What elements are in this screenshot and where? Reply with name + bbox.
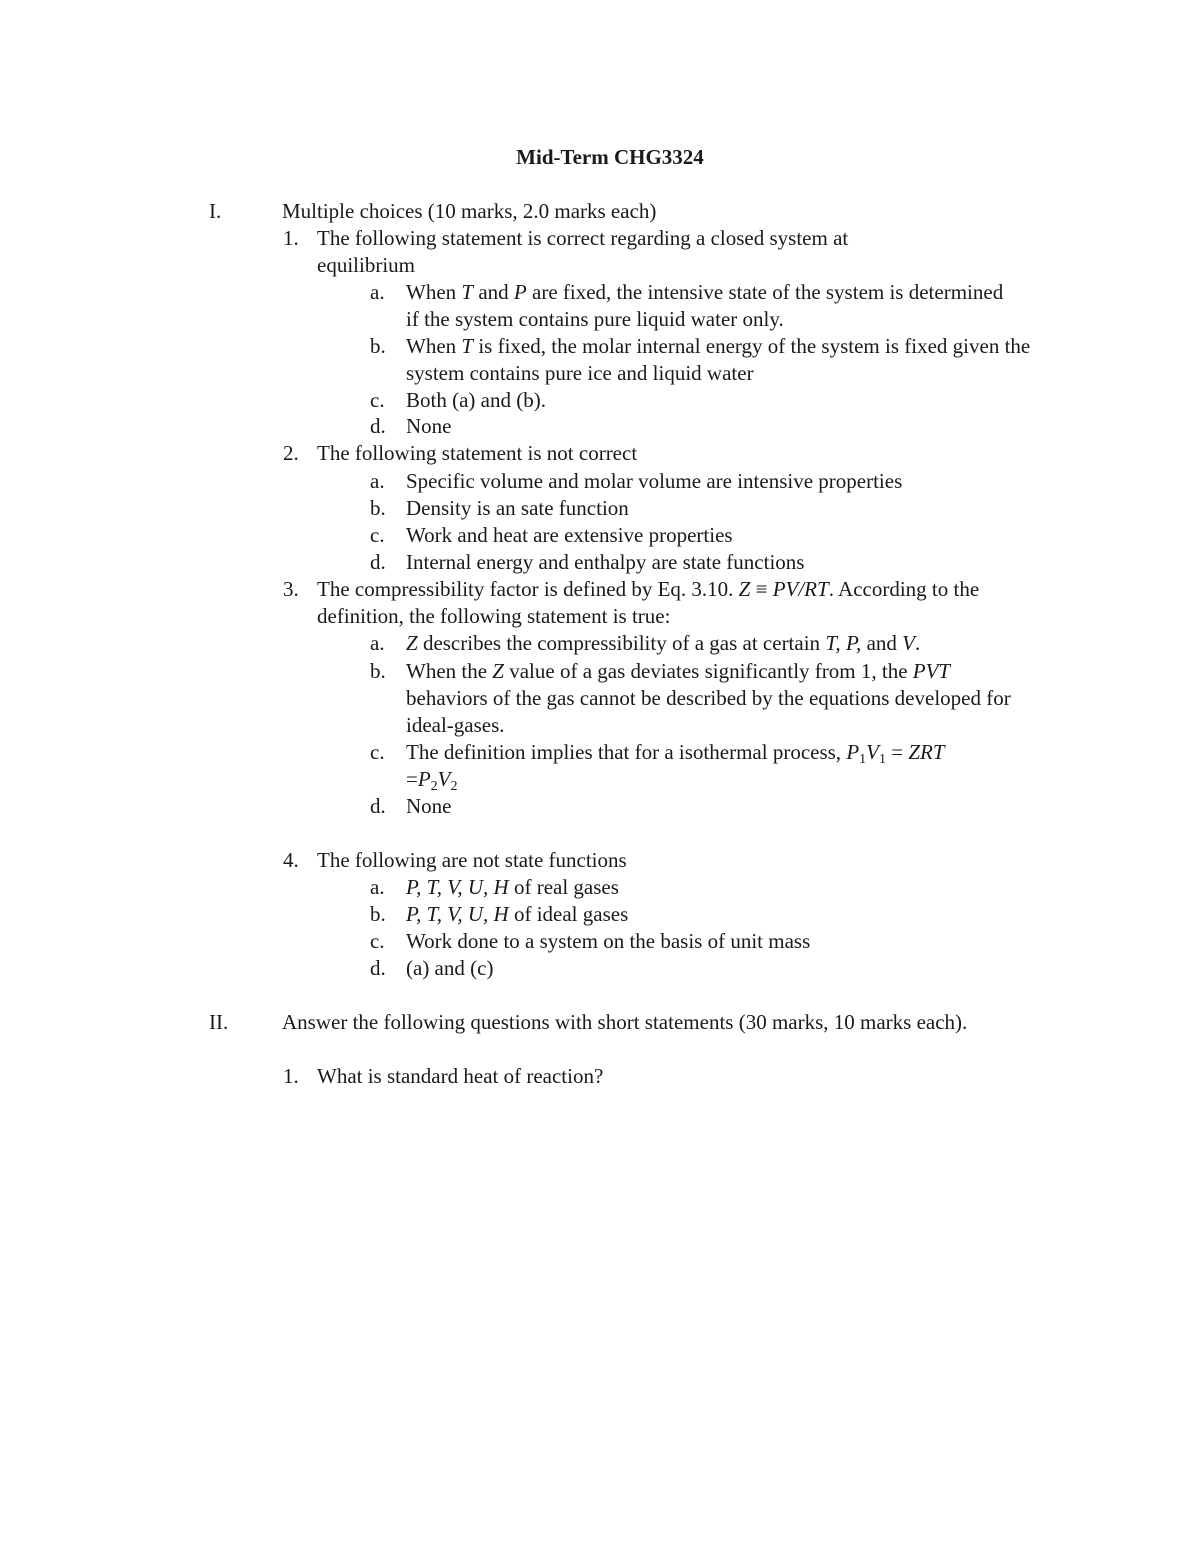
q4-option-d-text: (a) and (c) <box>406 956 494 980</box>
q4-option-b-label: b. <box>370 902 386 926</box>
q2-option-d-text: Internal energy and enthalpy are state functions <box>406 550 805 574</box>
section-2-question-1-text: What is standard heat of reaction? <box>317 1064 604 1088</box>
section-1-number: I. <box>209 199 222 223</box>
question-1-number: 1. <box>283 226 299 250</box>
q4-option-c-label: c. <box>370 929 385 953</box>
q1-option-a-text: When T and P are fixed, the intensive state of the system is determined if the system contains pure liquid water only. <box>406 280 1004 331</box>
q3-option-a-label: a. <box>370 631 385 655</box>
q1-option-d-label: d. <box>370 414 386 438</box>
q3-option-d-text: None <box>406 794 452 818</box>
q2-option-c-label: c. <box>370 523 385 547</box>
section-2-question-1-number: 1. <box>283 1064 299 1088</box>
q3-option-b-text: When the Z value of a gas deviates significantly from 1, the PVT behaviors of the gas cannot be described by the equations developed for ideal-gases. <box>406 659 1011 737</box>
question-1-text: The following statement is correct regarding a closed system at equilibrium <box>317 226 849 277</box>
section-1-heading: Multiple choices (10 marks, 2.0 marks each) <box>282 199 657 223</box>
q2-option-c-text: Work and heat are extensive properties <box>406 523 733 547</box>
q2-option-d-label: d. <box>370 550 386 574</box>
question-4-number: 4. <box>283 848 299 872</box>
q2-option-b-label: b. <box>370 496 386 520</box>
q2-option-a-text: Specific volume and molar volume are intensive properties <box>406 469 903 493</box>
q3-option-c-text: The definition implies that for a isothermal process, $P_1V_1$ = ZRT $=P_2V_2$ <box>406 740 945 794</box>
q4-option-a-text: P, T, V, U, H of real gases <box>406 875 619 899</box>
q1-option-b-text: When T is fixed, the molar internal energy of the system is fixed given the system contains pure ice and liquid water <box>406 334 1031 385</box>
q1-option-d-text: None <box>406 414 452 438</box>
q1-option-c-text: Both (a) and (b). <box>406 388 546 412</box>
question-4-text: The following are not state functions <box>317 848 627 872</box>
q3-option-b-label: b. <box>370 659 386 683</box>
q1-option-c-label: c. <box>370 388 385 412</box>
section-2-number: II. <box>209 1010 229 1034</box>
q3-option-a-text: Z describes the compressibility of a gas at certain T, P, and V. <box>406 631 921 655</box>
question-2-text: The following statement is not correct <box>317 441 638 465</box>
q4-option-d-label: d. <box>370 956 386 980</box>
q4-option-c-text: Work done to a system on the basis of unit mass <box>406 929 811 953</box>
q2-option-a-label: a. <box>370 469 385 493</box>
q1-option-b-label: b. <box>370 334 386 358</box>
question-3-text: The compressibility factor is defined by Eq. 3.10. Z ≡ PV/RT. According to the definition, the following statement is true: <box>317 577 980 628</box>
page-title: Mid-Term CHG3324 <box>516 145 704 169</box>
q4-option-a-label: a. <box>370 875 385 899</box>
q4-option-b-text: P, T, V, U, H of ideal gases <box>406 902 629 926</box>
q1-option-a-label: a. <box>370 280 385 304</box>
section-2-heading: Answer the following questions with short statements (30 marks, 10 marks each). <box>282 1010 968 1034</box>
q2-option-b-text: Density is an sate function <box>406 496 629 520</box>
q3-option-c-label: c. <box>370 740 385 764</box>
question-2-number: 2. <box>283 441 299 465</box>
q3-option-d-label: d. <box>370 794 386 818</box>
question-3-number: 3. <box>283 577 299 601</box>
